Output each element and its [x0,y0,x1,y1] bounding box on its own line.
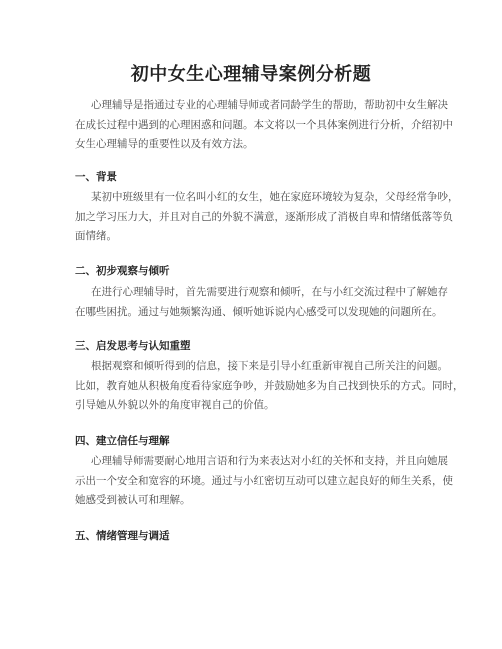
section-heading: 三、启发思考与认知重塑 [75,340,191,352]
text-line: 在进行心理辅导时，首先需要进行观察和倾听，在与小红交流过程中了解她存 [91,286,448,298]
section-paragraph [75,283,455,322]
text-line: 比如，教育她从积极角度看待家庭争吵，并鼓励她多为自己找到快乐的方式。同时， [75,379,464,392]
section-paragraph [75,357,464,416]
section-paragraph [75,188,459,247]
text-line: 某初中班级里有一位名叫小红的女生，她在家庭环境较为复杂，父母经常争吵， [91,191,459,203]
text-line: 心理辅导是指通过专业的心理辅导师或者同龄学生的帮助，帮助初中女生解决 [91,99,448,111]
text-line: 示出一个安全和宽容的环境。通过与小红密切互动可以建立起良好的师生关系，使 [75,474,453,487]
text-line: 根据观察和倾听得到的信息，接下来是引导小红重新审视自己所关注的问题。 [91,360,448,372]
text-line: 女生心理辅导的重要性以及有效方法。 [75,138,254,150]
intro-paragraph [75,96,455,155]
text-line: 加之学习压力大，并且对自己的外貌不满意，逐渐形成了消极自卑和情绪低落等负 [75,210,453,223]
section-heading: 四、建立信任与理解 [75,435,170,447]
text-line: 面情绪。 [75,230,117,242]
text-line: 在成长过程中遇到的心理困惑和问题。本文将以一个具体案例进行分析，介绍初中 [75,118,453,131]
section-heading: 二、初步观察与倾听 [75,265,170,277]
text-line: 她感受到被认可和理解。 [75,494,191,506]
text-line: 引导她从外貌以外的角度审视自己的价值。 [75,399,275,411]
text-line: 在哪些困扰。通过与她频繁沟通、倾听她诉说内心感受可以发现她的问题所在。 [75,305,443,318]
text-line: 心理辅导师需要耐心地用言语和行为来表达对小红的关怀和支持，并且向她展 [91,455,448,467]
section-paragraph [75,452,455,511]
section-heading: 一、背景 [75,171,117,183]
document-title: 初中女生心理辅导案例分析题 [130,64,372,85]
section-heading: 五、情绪管理与调适 [75,530,170,542]
